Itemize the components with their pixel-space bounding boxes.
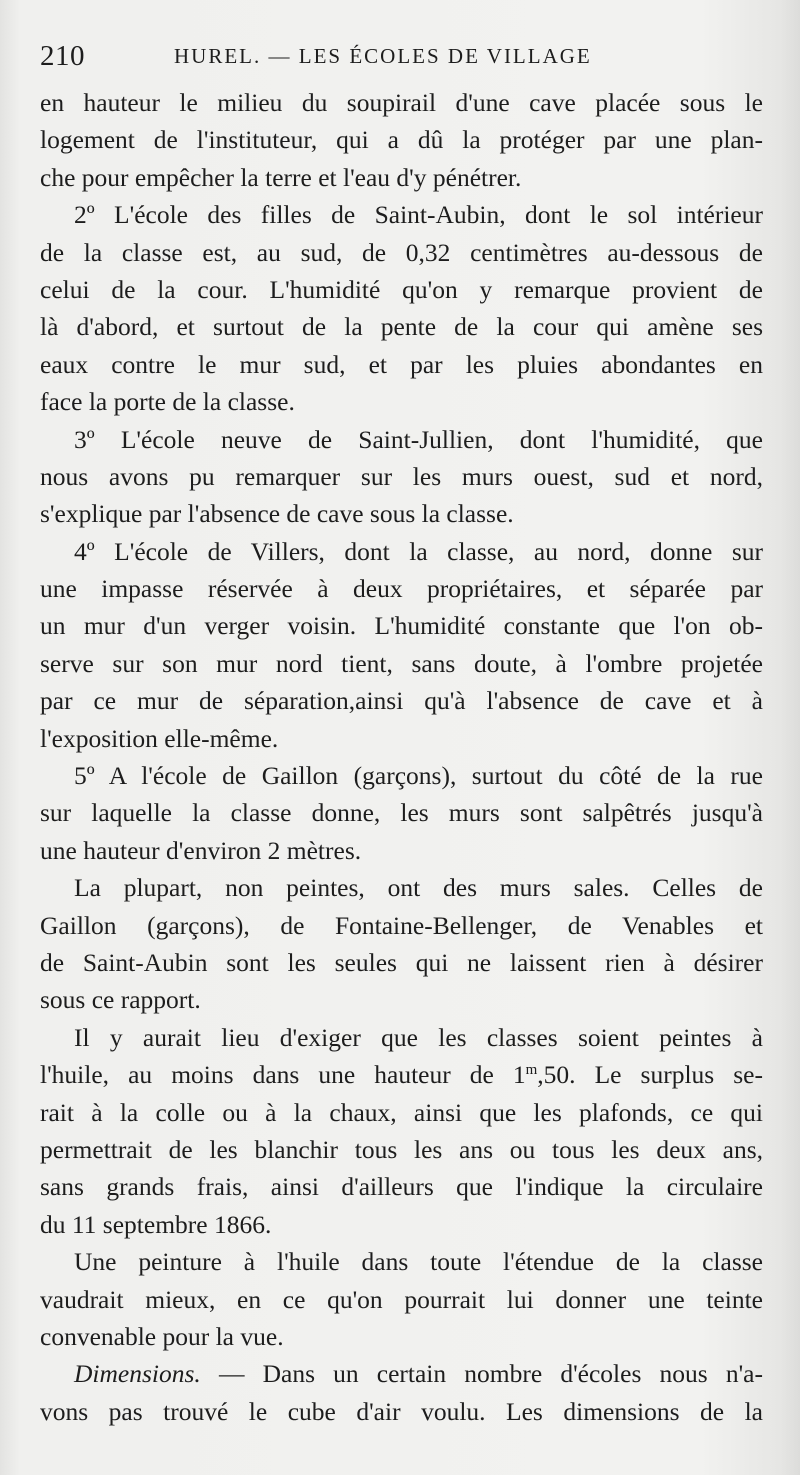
text-line: une impasse réservée à deux propriétaires, et séparée par bbox=[40, 574, 763, 604]
text-line: 2º L'école des filles de Saint-Aubin, dont le sol intérieur bbox=[74, 200, 763, 230]
text-line: che pour empêcher la terre et l'eau d'y pénétrer. bbox=[40, 162, 522, 192]
superscript-unit: m bbox=[525, 1062, 538, 1079]
text-line: serve sur son mur nord tient, sans doute, à l'ombre projetée bbox=[40, 648, 763, 678]
text-line: Une peinture à l'huile dans toute l'étendue de la classe bbox=[74, 1247, 763, 1277]
section-heading: Dimensions. bbox=[74, 1359, 201, 1389]
page-header bbox=[40, 34, 760, 78]
page-number: 210 bbox=[40, 40, 85, 72]
text-line: permettrait de les blanchir tous les ans ou tous les deux ans, bbox=[40, 1134, 763, 1164]
text-line: sous ce rapport. bbox=[40, 985, 201, 1015]
text-line: 3º L'école neuve de Saint-Jullien, dont l'humidité, que bbox=[74, 424, 763, 454]
text-line: vons pas trouvé le cube d'air voulu. Les dimensions de la bbox=[40, 1396, 763, 1426]
body-text bbox=[40, 84, 763, 1430]
text-line: sans grands frais, ainsi d'ailleurs que l'indique la circulaire bbox=[40, 1172, 763, 1202]
text-line: nous avons pu remarquer sur les murs ouest, sud et nord, bbox=[40, 461, 763, 491]
text-line: 5º A l'école de Gaillon (garçons), surtout du côté de la rue bbox=[74, 761, 763, 791]
text-line: Il y aurait lieu d'exiger que les classes soient peintes à bbox=[74, 1022, 763, 1052]
text-line: en hauteur le milieu du soupirail d'une cave placée sous le bbox=[40, 88, 763, 117]
text-line: par ce mur de séparation,ainsi qu'à l'absence de cave et à bbox=[40, 686, 763, 716]
text-line: eaux contre le mur sud, et par les pluies abondantes en bbox=[40, 349, 763, 379]
text-line: rait à la colle ou à la chaux, ainsi que les plafonds, ce qui bbox=[40, 1097, 763, 1127]
text-line: 4º L'école de Villers, dont la classe, au nord, donne sur bbox=[74, 536, 763, 566]
text-line: l'exposition elle-même. bbox=[40, 723, 279, 753]
text-segment: ,50. Le surplus se- bbox=[537, 1060, 763, 1090]
text-line: Gaillon (garçons), de Fontaine-Bellenger, de Venables et bbox=[40, 910, 763, 940]
text-line: de Saint-Aubin sont les seules qui ne laissent rien à désirer bbox=[40, 947, 763, 977]
text-line bbox=[40, 1355, 763, 1392]
text-line: s'explique par l'absence de cave sous la classe. bbox=[40, 499, 514, 529]
text-line bbox=[40, 1056, 763, 1093]
text-line: de la classe est, au sud, de 0,32 centimètres au-dessous de bbox=[40, 237, 763, 267]
text-line: face la porte de la classe. bbox=[40, 387, 295, 417]
text-line: un mur d'un verger voisin. L'humidité constante que l'on ob- bbox=[40, 611, 763, 641]
text-line: La plupart, non peintes, ont des murs sales. Celles de bbox=[74, 873, 763, 903]
text-line: vaudrait mieux, en ce qu'on pourrait lui donner une teinte bbox=[40, 1284, 763, 1314]
text-line: convenable pour la vue. bbox=[40, 1321, 284, 1351]
text-line: du 11 septembre 1866. bbox=[40, 1209, 272, 1239]
text-line: là d'abord, et surtout de la pente de la cour qui amène ses bbox=[40, 312, 763, 342]
text-segment: — Dans un certain nombre d'écoles nous n'a- bbox=[200, 1359, 763, 1389]
text-line: une hauteur d'environ 2 mètres. bbox=[40, 835, 362, 865]
text-line: logement de l'instituteur, qui a dû la protéger par une plan- bbox=[40, 125, 763, 155]
running-head: HUREL. — LES ÉCOLES DE VILLAGE bbox=[174, 44, 592, 68]
text-segment: l'huile, au moins dans une hauteur de 1 bbox=[40, 1060, 526, 1090]
text-line: celui de la cour. L'humidité qu'on y remarque provient de bbox=[40, 274, 763, 304]
text-line: sur laquelle la classe donne, les murs sont salpêtrés jusqu'à bbox=[40, 798, 763, 828]
